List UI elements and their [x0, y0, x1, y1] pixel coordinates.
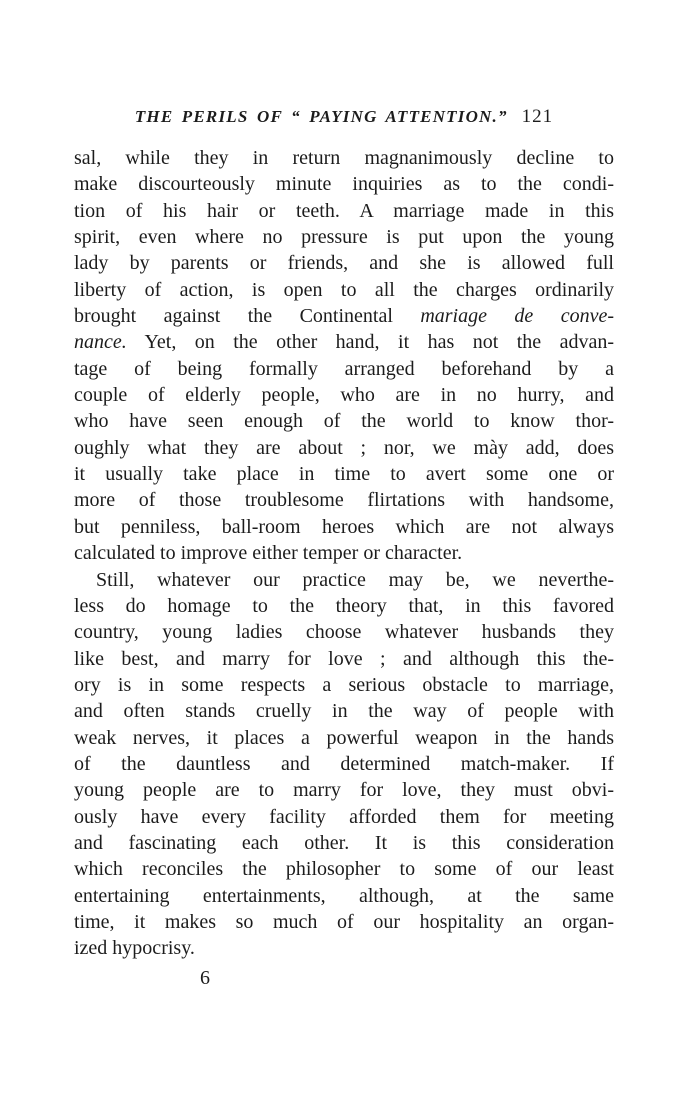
text-line	[74, 145, 614, 171]
text-line	[74, 830, 614, 856]
text-segment: Still, whatever our practice may be, we neverthe-	[96, 568, 614, 591]
text-segment: and often stands cruelly in the way of people with	[74, 700, 614, 723]
text-segment: young people are to marry for love, they must obvi-	[74, 779, 614, 802]
text-segment: oughly what they are about ; nor, we mày add, does	[74, 436, 614, 459]
text-segment: it usually take place in time to avert some one or	[74, 463, 614, 486]
text-segment: sal, while they in return magnanimously decline to	[74, 147, 614, 169]
text-segment: weak nerves, it places a powerful weapon in the hands	[74, 726, 614, 749]
page-number: 121	[521, 106, 554, 127]
text-segment: but penniless, ball-room heroes which are not always	[74, 515, 614, 538]
text-segment: entertaining entertainments, although, at the same	[74, 884, 614, 907]
text-line	[74, 487, 614, 513]
text-segment: like best, and marry for love ; and although this the-	[74, 647, 614, 670]
text-segment: make discourteously minute inquiries as to the condi-	[74, 173, 614, 196]
text-segment: and fascinating each other. It is this consideration	[74, 831, 614, 854]
text-line	[74, 303, 614, 329]
running-header-title: THE PERILS OF “ PAYING ATTENTION.”	[134, 107, 508, 126]
text-line	[74, 277, 614, 303]
text-line	[74, 250, 614, 276]
text-segment: country, young ladies choose whatever husbands they	[74, 621, 614, 644]
text-line	[74, 698, 614, 724]
text-segment: time, it makes so much of our hospitality an organ-	[74, 910, 614, 933]
text-segment: less do homage to the theory that, in this favored	[74, 594, 614, 617]
text-line	[74, 725, 614, 751]
text-segment: tion of his hair or teeth. A marriage made in this	[74, 199, 614, 222]
italic-text-segment: nance.	[74, 331, 127, 354]
text-segment: couple of elderly people, who are in no hurry, and	[74, 384, 614, 407]
text-line	[74, 408, 614, 434]
text-segment: lady by parents or friends, and she is allowed full	[74, 252, 614, 275]
text-line	[74, 435, 614, 461]
italic-text-segment: mariage de conve-	[420, 305, 615, 328]
text-line	[74, 461, 614, 487]
text-segment: tage of being formally arranged beforehand by a	[74, 357, 614, 380]
text-segment: Yet, on the other hand, it has not the advan-	[126, 331, 614, 354]
text-line	[74, 804, 614, 830]
text-line	[74, 171, 614, 197]
text-line	[74, 883, 614, 909]
text-line	[74, 935, 614, 961]
text-line	[74, 356, 614, 382]
text-line	[74, 856, 614, 882]
body-text	[74, 145, 614, 962]
signature-mark: 6	[200, 966, 210, 989]
text-line	[74, 514, 614, 540]
text-segment: ously have every facility afforded them for meeting	[74, 805, 614, 828]
text-line	[74, 751, 614, 777]
text-line	[74, 329, 614, 355]
text-line	[74, 224, 614, 250]
text-line	[74, 593, 614, 619]
text-line	[74, 567, 614, 593]
text-line	[74, 619, 614, 645]
text-segment: more of those troublesome flirtations with handsome,	[74, 489, 614, 512]
text-segment: calculated to improve either temper or character.	[74, 542, 463, 565]
text-segment: brought against the Continental	[74, 305, 421, 328]
text-segment: spirit, even where no pressure is put upon the young	[74, 226, 614, 249]
text-segment: who have seen enough of the world to know thor-	[74, 410, 614, 433]
text-line	[74, 672, 614, 698]
text-line	[74, 382, 614, 408]
text-line	[74, 540, 614, 566]
text-line	[74, 909, 614, 935]
text-segment: liberty of action, is open to all the charges ordinarily	[74, 278, 614, 301]
text-line	[74, 646, 614, 672]
text-segment: ory is in some respects a serious obstacle to marriage,	[74, 673, 614, 696]
text-line	[74, 777, 614, 803]
text-segment: which reconciles the philosopher to some of our least	[74, 858, 614, 881]
text-line	[74, 198, 614, 224]
text-segment: ized hypocrisy.	[74, 937, 195, 960]
running-header	[74, 106, 614, 128]
text-segment: of the dauntless and determined match-maker. If	[74, 752, 614, 775]
